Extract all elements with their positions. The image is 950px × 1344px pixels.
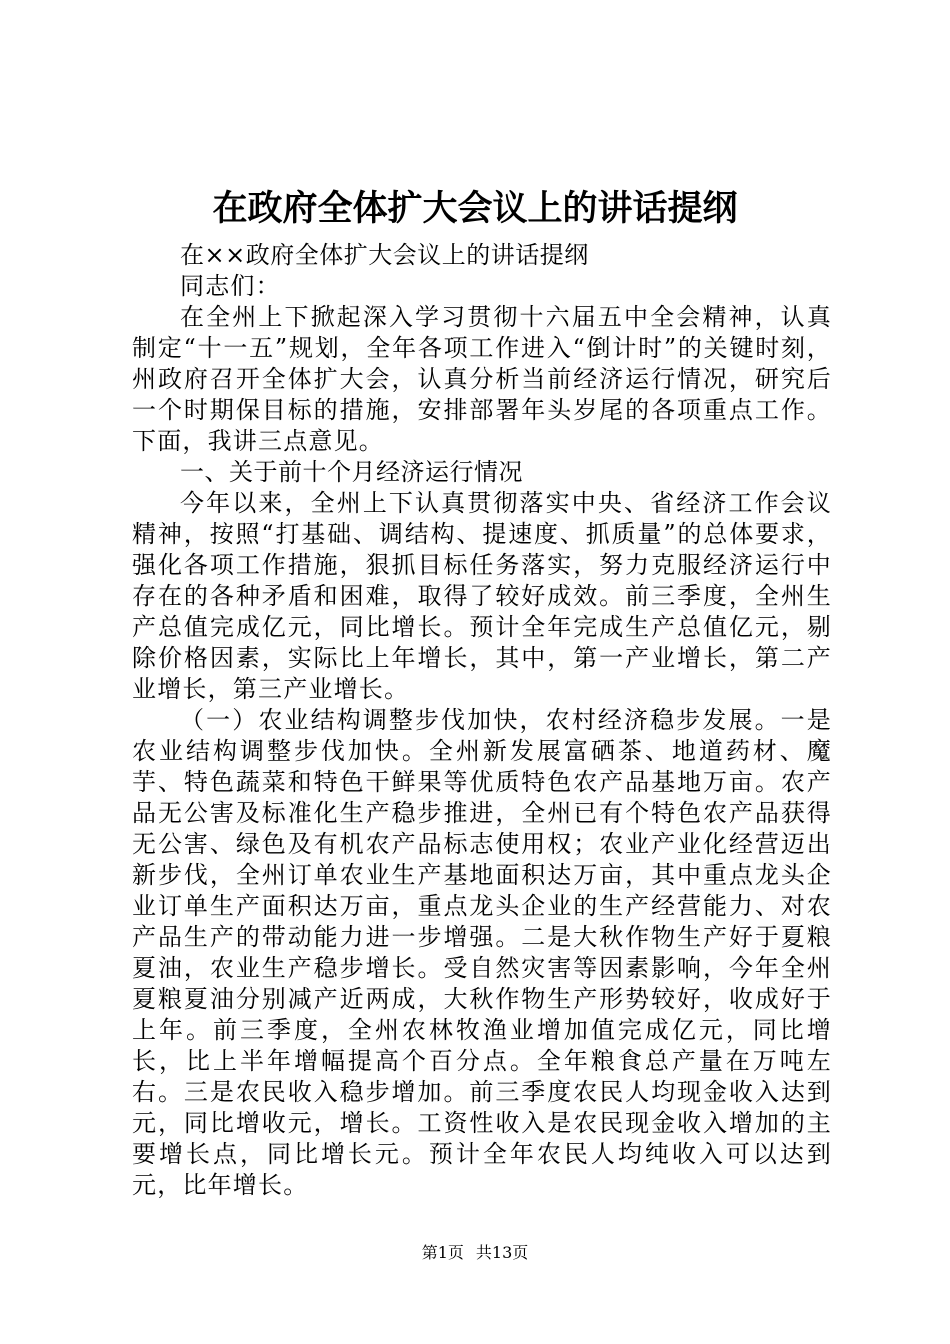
page-number: 第1页 bbox=[421, 1243, 464, 1262]
body-paragraph: （一）农业结构调整步伐加快，农村经济稳步发展。一是农业结构调整步伐加快。全州新发展富硒茶、地道药材、魔芋、特色蔬菜和特色干鲜果等优质特色农产品基地万亩。农产品无公害及标准化生产稳步推进，全州已有个特色农产品获得无公害、绿色及有机农产品标志使用权；农业产业化经营迈出新步伐，全州订单农业生产基地面积达万亩，其中重点龙头企业订单生产面积达万亩，重点龙头企业的生产经营能力、对农产品生产的带动能力进一步增强。二是大秋作物生产好于夏粮夏油，农业生产稳步增长。受自然灾害等因素影响，今年全州夏粮夏油分别减产近两成，大秋作物生产形势较好，收成好于上年。前三季度，全州农林牧渔业增加值完成亿元，同比增长，比上半年增幅提高个百分点。全年粮食总产量在万吨左右。三是农民收入稳步增加。前三季度农民人均现金收入达到元，同比增收元，增长。工资性收入是农民现金收入增加的主要增长点，同比增长元。预计全年农民人均纯收入可以达到元，比年增长。 bbox=[132, 706, 832, 1199]
document-title: 在政府全体扩大会议上的讲话提纲 bbox=[212, 188, 738, 229]
page-footer bbox=[0, 1242, 950, 1264]
section-heading: 一、关于前十个月经济运行情况 bbox=[180, 458, 523, 486]
document-body bbox=[132, 240, 832, 1201]
body-paragraph: 今年以来，全州上下认真贯彻落实中央、省经济工作会议精神，按照“打基础、调结构、提速度、抓质量”的总体要求，强化各项工作措施，狠抓目标任务落实，努力克服经济运行中存在的各种矛盾和困难，取得了较好成效。前三季度，全州生产总值完成亿元，同比增长。预计全年完成生产总值亿元，剔除价格因素，实际比上年增长，其中，第一产业增长，第二产业增长，第三产业增长。 bbox=[132, 489, 832, 703]
intro-paragraph: 在全州上下掀起深入学习贯彻十六届五中全会精神，认真制定“十一五”规划，全年各项工作进入“倒计时”的关键时刻，州政府召开全体扩大会，认真分析当前经济运行情况，研究后一个时期保目标的措施，安排部署年头岁尾的各项重点工作。下面，我讲三点意见。 bbox=[132, 303, 832, 455]
page-total: 共13页 bbox=[475, 1243, 529, 1262]
salutation-paragraph: 同志们： bbox=[180, 272, 281, 300]
subtitle-paragraph: 在××政府全体扩大会议上的讲话提纲 bbox=[180, 241, 589, 269]
